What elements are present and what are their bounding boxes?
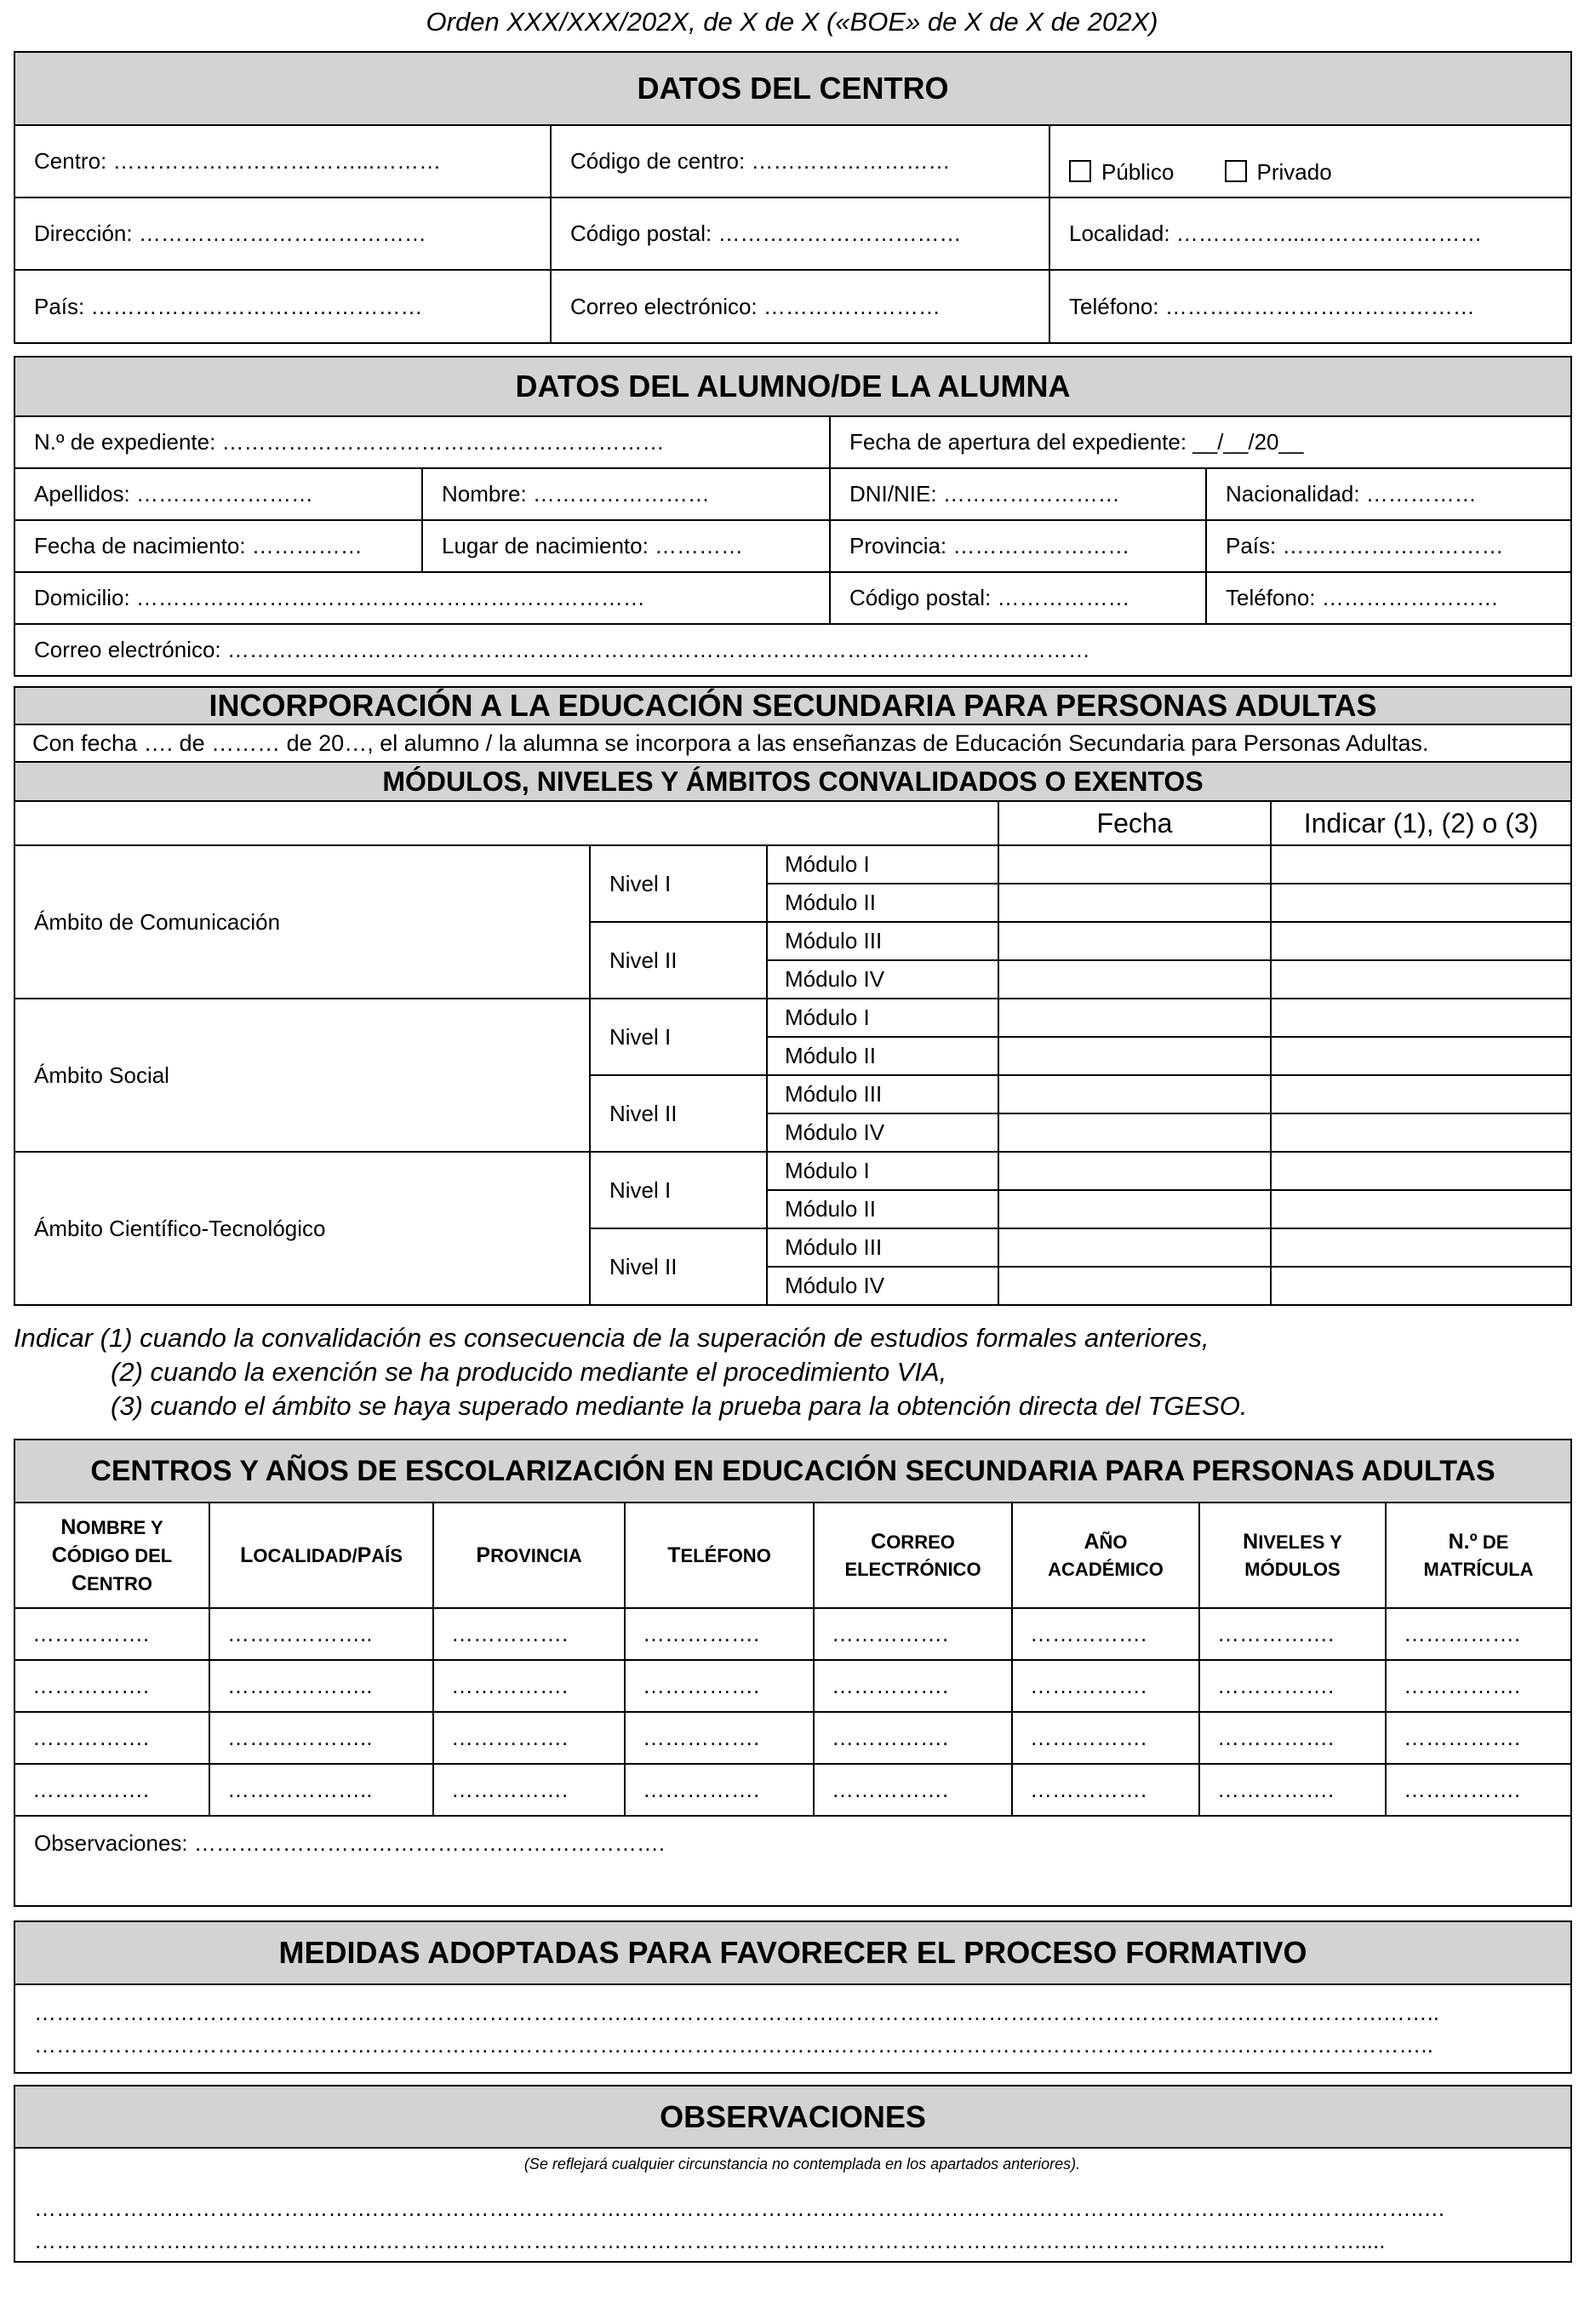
escolarizacion-header-row <box>14 1503 1571 1608</box>
header-text: N <box>1243 1529 1259 1554</box>
fecha-column-header: Fecha <box>998 801 1271 845</box>
fecha-cell[interactable] <box>998 884 1271 922</box>
nivel-label: Nivel I <box>590 999 767 1075</box>
fecha-cell[interactable] <box>998 1228 1271 1267</box>
note-1: Indicar (1) cuando la convalidación es consecuencia de la superación de estudios formales anteriores, <box>14 1323 1209 1353</box>
centro-title: DATOS DEL CENTRO <box>14 52 1571 125</box>
codigo-postal-field[interactable]: Código postal: …………………………… <box>551 197 1049 270</box>
indicar-cell[interactable] <box>1271 1037 1571 1075</box>
fecha-cell[interactable] <box>998 1267 1271 1305</box>
observaciones-escolar-field[interactable]: Observaciones: ………………………………………………………. <box>14 1816 1571 1906</box>
modulo-label: Módulo III <box>767 1228 998 1267</box>
modulos-title: MÓDULOS, NIVELES Y ÁMBITOS CONVALIDADOS O EXENTOS <box>14 762 1571 801</box>
escolarizacion-cell[interactable]: ……………. <box>625 1608 814 1660</box>
telefono-field[interactable]: Teléfono: …………………………………… <box>1049 270 1571 343</box>
localidad-field[interactable]: Localidad: ……………...…………………… <box>1049 197 1571 270</box>
medidas-line-1: ……………….……………………….…………………………….……………………….……………………….……………………….……………….…….. <box>34 2000 1440 2025</box>
medidas-title: MEDIDAS ADOPTADAS PARA FAVORECER EL PROCESO FORMATIVO <box>14 1921 1571 1984</box>
header-text: ELECTRÓNICO <box>844 1558 981 1580</box>
modulo-label: Módulo II <box>767 884 998 922</box>
header-text: N.º <box>1448 1529 1478 1554</box>
titularidad-cell <box>1049 125 1571 197</box>
modulos-header-blank <box>14 801 998 845</box>
nivel-label: Nivel I <box>590 1152 767 1228</box>
escolarizacion-column-header <box>1386 1503 1571 1608</box>
indicar-cell[interactable] <box>1271 1113 1571 1152</box>
header-text: ORREO <box>886 1531 955 1553</box>
header-text: IVELES Y <box>1258 1531 1342 1553</box>
indicar-cell[interactable] <box>1271 1190 1571 1228</box>
header-text: C <box>71 1571 88 1595</box>
ambito-label: Ámbito de Comunicación <box>14 845 590 999</box>
escolarizacion-body <box>14 1608 1571 1816</box>
modulo-label: Módulo III <box>767 1075 998 1113</box>
escolarizacion-table <box>14 1439 1572 1907</box>
modulo-row <box>14 1152 1571 1190</box>
escolarizacion-cell[interactable]: ……………. <box>814 1764 1012 1816</box>
ambito-label: Ámbito Científico-Tecnológico <box>14 1152 590 1305</box>
indicar-cell[interactable] <box>1271 1152 1571 1190</box>
indicar-cell[interactable] <box>1271 845 1571 884</box>
escolarizacion-column-header <box>433 1503 625 1608</box>
header-text: ENTRO <box>87 1572 153 1594</box>
header-text: OCALIDAD/ <box>253 1544 357 1566</box>
escolarizacion-cell[interactable]: ……………. <box>433 1764 625 1816</box>
fecha-cell[interactable] <box>998 1190 1271 1228</box>
header-text: P <box>476 1543 491 1567</box>
header-text: DE <box>1477 1531 1509 1553</box>
escolarizacion-cell[interactable]: ……………. <box>1199 1712 1386 1764</box>
privado-label: Privado <box>1256 159 1332 185</box>
escolarizacion-column-header <box>14 1503 209 1608</box>
escolarizacion-cell[interactable]: ……………….. <box>209 1608 433 1660</box>
fecha-cell[interactable] <box>998 1037 1271 1075</box>
centro-field[interactable]: Centro: ……………………………...……… <box>14 125 551 197</box>
header-text: N <box>60 1514 77 1539</box>
modulo-label: Módulo III <box>767 922 998 960</box>
note-2: (2) cuando la exención se ha producido mediante el procedimiento VIA, <box>111 1357 947 1387</box>
publico-label: Público <box>1101 159 1175 185</box>
escolarizacion-cell[interactable]: ……………. <box>814 1712 1012 1764</box>
escolarizacion-cell[interactable]: ……………. <box>1012 1608 1199 1660</box>
note-3: (3) cuando el ámbito se haya superado mediante la prueba para la obtención directa del TGESO. <box>111 1391 1248 1421</box>
indicar-cell[interactable] <box>1271 1267 1571 1305</box>
escolarizacion-cell[interactable]: ……………. <box>1386 1608 1571 1660</box>
modulos-body <box>14 845 1571 1305</box>
centro-table <box>14 51 1572 344</box>
lugar-nacimiento-field[interactable]: Lugar de nacimiento: ………… <box>422 520 830 572</box>
fecha-cell[interactable] <box>998 960 1271 999</box>
indicar-cell[interactable] <box>1271 1228 1571 1267</box>
correo-alumno-field[interactable]: Correo electrónico: ……………………………………………………………………………………………………… <box>14 624 1571 676</box>
modulo-label: Módulo II <box>767 1190 998 1228</box>
observaciones-line-1: ……………….……………………….…………………………….……………………….……………………….……………………….……………..……..… <box>34 2195 1446 2221</box>
pais-field[interactable]: País: ……………………………………… <box>14 270 551 343</box>
nacionalidad-field[interactable]: Nacionalidad: …………… <box>1206 468 1571 520</box>
header-text: P <box>357 1543 372 1567</box>
header-text: MATRÍCULA <box>1423 1558 1534 1580</box>
escolarizacion-column-header <box>1012 1503 1199 1608</box>
escolarizacion-column-header <box>1199 1503 1386 1608</box>
fecha-cell[interactable] <box>998 1075 1271 1113</box>
header-text: ÓDIGO DEL <box>66 1544 173 1566</box>
nivel-label: Nivel II <box>590 1075 767 1152</box>
header-text: T <box>667 1543 681 1567</box>
indicar-cell[interactable] <box>1271 922 1571 960</box>
header-text: A <box>1084 1529 1100 1554</box>
dni-field[interactable]: DNI/NIE: …………………… <box>830 468 1206 520</box>
incorporacion-text: Con fecha …. de ……… de 20…, el alumno / la alumna se incorpora a las enseñanzas de Educación Secundaria para Personas Adultas. <box>14 724 1571 762</box>
escolarizacion-cell[interactable]: ……………. <box>14 1712 209 1764</box>
fecha-nacimiento-field[interactable]: Fecha de nacimiento: …………… <box>14 520 422 572</box>
header-text: ÑO <box>1099 1531 1128 1553</box>
indicar-column-header: Indicar (1), (2) o (3) <box>1271 801 1571 845</box>
observaciones-field[interactable] <box>14 2148 1571 2262</box>
fecha-cell[interactable] <box>998 1113 1271 1152</box>
medidas-field[interactable] <box>14 1984 1571 2073</box>
escolarizacion-cell[interactable]: ……………. <box>433 1608 625 1660</box>
incorporacion-table <box>14 686 1572 1306</box>
observaciones-title: OBSERVACIONES <box>14 2086 1571 2148</box>
indicar-cell[interactable] <box>1271 884 1571 922</box>
escolarizacion-cell[interactable]: ……………. <box>14 1608 209 1660</box>
fecha-cell[interactable] <box>998 845 1271 884</box>
escolarizacion-cell[interactable]: ……………. <box>625 1764 814 1816</box>
escolarizacion-title: CENTROS Y AÑOS DE ESCOLARIZACIÓN EN EDUCACIÓN SECUNDARIA PARA PERSONAS ADULTAS <box>14 1440 1571 1503</box>
apertura-field[interactable]: Fecha de apertura del expediente: __/__/20__ <box>830 416 1571 468</box>
header-text: C <box>871 1529 887 1554</box>
header-text: ROVINCIA <box>490 1544 582 1566</box>
medidas-table <box>14 1920 1572 2074</box>
codigo-postal-alumno-field[interactable]: Código postal: ……………… <box>830 572 1206 624</box>
escolarizacion-row <box>14 1660 1571 1712</box>
escolarizacion-column-header <box>814 1503 1012 1608</box>
escolarizacion-row <box>14 1712 1571 1764</box>
escolarizacion-cell[interactable]: ……………. <box>1012 1712 1199 1764</box>
observaciones-line-2: ……………….……………………….…………………………….……………………….……………………….……………………….……………..... <box>34 2228 1386 2253</box>
escolarizacion-column-header <box>209 1503 433 1608</box>
escolarizacion-cell[interactable]: ……………. <box>1386 1660 1571 1712</box>
indicar-cell[interactable] <box>1271 999 1571 1037</box>
modulo-label: Módulo IV <box>767 1267 998 1305</box>
nivel-label: Nivel I <box>590 845 767 922</box>
escolarizacion-cell[interactable]: ……………. <box>1199 1608 1386 1660</box>
modulo-label: Módulo II <box>767 1037 998 1075</box>
order-reference: Orden XXX/XXX/202X, de X de X («BOE» de X de X de 202X) <box>426 7 1158 37</box>
fecha-cell[interactable] <box>998 999 1271 1037</box>
nombre-field[interactable]: Nombre: …………………… <box>422 468 830 520</box>
fecha-cell[interactable] <box>998 922 1271 960</box>
header-text: ELÉFONO <box>680 1544 771 1566</box>
privado-checkbox[interactable] <box>1225 160 1247 182</box>
modulo-label: Módulo I <box>767 999 998 1037</box>
observaciones-table <box>14 2085 1572 2263</box>
escolarizacion-cell[interactable]: ……………. <box>14 1764 209 1816</box>
escolarizacion-cell[interactable]: ……………. <box>1012 1764 1199 1816</box>
escolarizacion-cell[interactable]: ……………. <box>1199 1764 1386 1816</box>
escolarizacion-cell[interactable]: ……………….. <box>209 1764 433 1816</box>
medidas-line-2: ……………….……………………….…………………………….……………………….……………………….……………………….…………………….. <box>34 2032 1433 2058</box>
escolarizacion-cell[interactable]: ……………. <box>814 1660 1012 1712</box>
provincia-field[interactable]: Provincia: …………………… <box>830 520 1206 572</box>
header-text: OMBRE Y <box>76 1516 163 1538</box>
escolarizacion-cell[interactable]: ……………. <box>625 1712 814 1764</box>
alumno-title: DATOS DEL ALUMNO/DE LA ALUMNA <box>14 357 1571 416</box>
escolarizacion-cell[interactable]: ……………. <box>433 1712 625 1764</box>
expediente-field[interactable]: N.º de expediente: …………………………………………………… <box>14 416 830 468</box>
escolarizacion-cell[interactable]: ……………. <box>1386 1712 1571 1764</box>
escolarizacion-row <box>14 1764 1571 1816</box>
direccion-field[interactable]: Dirección: ………………………………… <box>14 197 551 270</box>
escolarizacion-column-header <box>625 1503 814 1608</box>
pais-alumno-field[interactable]: País: ………………………… <box>1206 520 1571 572</box>
indicar-cell[interactable] <box>1271 1075 1571 1113</box>
header-text: MÓDULOS <box>1244 1558 1341 1580</box>
modulo-label: Módulo I <box>767 845 998 884</box>
nivel-label: Nivel II <box>590 922 767 999</box>
nivel-label: Nivel II <box>590 1228 767 1305</box>
codigo-centro-field[interactable]: Código de centro: ……………………… <box>551 125 1049 197</box>
modulo-label: Módulo I <box>767 1152 998 1190</box>
observaciones-note: (Se reflejará cualquier circunstancia no contemplada en los apartados anteriores). <box>523 2155 1081 2172</box>
incorporacion-title: INCORPORACIÓN A LA EDUCACIÓN SECUNDARIA PARA PERSONAS ADULTAS <box>14 687 1571 724</box>
notes-block <box>14 1321 1248 1423</box>
escolarizacion-cell[interactable]: ……………. <box>1386 1764 1571 1816</box>
escolarizacion-row <box>14 1608 1571 1660</box>
modulo-label: Módulo IV <box>767 1113 998 1152</box>
header-text: ACADÉMICO <box>1048 1558 1164 1580</box>
escolarizacion-cell[interactable]: ……………. <box>433 1660 625 1712</box>
escolarizacion-cell[interactable]: ……………. <box>625 1660 814 1712</box>
escolarizacion-cell[interactable]: ……………….. <box>209 1712 433 1764</box>
header-text: AÍS <box>371 1544 403 1566</box>
header-text: C <box>51 1543 67 1567</box>
modulo-row <box>14 845 1571 884</box>
escolarizacion-cell[interactable]: ……………. <box>814 1608 1012 1660</box>
indicar-cell[interactable] <box>1271 960 1571 999</box>
domicilio-field[interactable]: Domicilio: …………………………………………………………… <box>14 572 830 624</box>
escolarizacion-cell[interactable]: ……………. <box>14 1660 209 1712</box>
ambito-label: Ámbito Social <box>14 999 590 1152</box>
apellidos-field[interactable]: Apellidos: …………………… <box>14 468 422 520</box>
escolarizacion-cell[interactable]: ……………….. <box>209 1660 433 1712</box>
publico-checkbox[interactable] <box>1069 160 1091 182</box>
escolarizacion-cell[interactable]: ……………. <box>1012 1660 1199 1712</box>
fecha-cell[interactable] <box>998 1152 1271 1190</box>
modulo-label: Módulo IV <box>767 960 998 999</box>
alumno-table <box>14 356 1572 677</box>
escolarizacion-cell[interactable]: ……………. <box>1199 1660 1386 1712</box>
correo-field[interactable]: Correo electrónico: …………………… <box>551 270 1049 343</box>
header-text: L <box>240 1543 254 1567</box>
telefono-alumno-field[interactable]: Teléfono: …………………… <box>1206 572 1571 624</box>
modulo-row <box>14 999 1571 1037</box>
